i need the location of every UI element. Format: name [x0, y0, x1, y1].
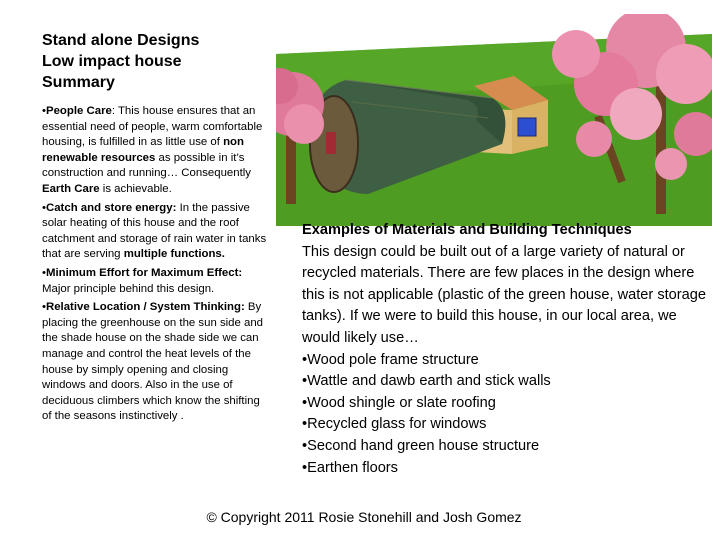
house-illustration: [276, 14, 712, 226]
catch-energy-paragraph: •Catch and store energy: In the passive solar heating of this house and the roof catchment and storage of rain water in tanks that are serving multiple functions.: [42, 201, 267, 261]
material-item: •Recycled glass for windows: [302, 416, 487, 433]
material-item: •Earthen floors: [302, 459, 398, 476]
materials-body: This design could be built out of a large variety of natural or recycled materials. There are few places in the design where this is not applicable (plastic of the green house, water storage tanks). If we were to build this house, in our local area, we would likely use…: [302, 243, 706, 346]
relative-location-paragraph: •Relative Location / System Thinking: By placing the greenhouse on the sun side and the shade house on the shade side we can manage and control the heat levels of the house by simply opening and closing windows and doors. Also in the use of deciduous climbers which know the shifting of the seasons instinctively .: [42, 301, 264, 423]
minimum-effort-paragraph: •Minimum Effort for Maximum Effect: Major principle behind this design.: [42, 266, 243, 295]
material-item: •Wood pole frame structure: [302, 351, 479, 368]
copyright-footer: © Copyright 2011 Rosie Stonehill and Josh Gomez: [206, 509, 522, 525]
material-item: •Second hand green house structure: [302, 437, 540, 454]
people-care-paragraph: •People Care: This house ensures that an essential need of people, warm comfortable housing, is fulfilled in as little use of non renewable resources as possible in it’s construction and running… Consequently Earth Care is achievable.: [42, 105, 263, 195]
title-line-3: Summary: [42, 74, 115, 91]
material-item: •Wattle and dawb earth and stick walls: [302, 373, 551, 390]
materials-heading: Examples of Materials and Building Techniques: [302, 222, 632, 238]
summary-column: [42, 104, 272, 428]
slide-title: [42, 30, 199, 93]
materials-column: [302, 220, 712, 479]
title-line-2: Low impact house: [42, 53, 182, 70]
title-line-1: Stand alone Designs: [42, 32, 200, 49]
material-item: •Wood shingle or slate roofing: [302, 394, 496, 411]
